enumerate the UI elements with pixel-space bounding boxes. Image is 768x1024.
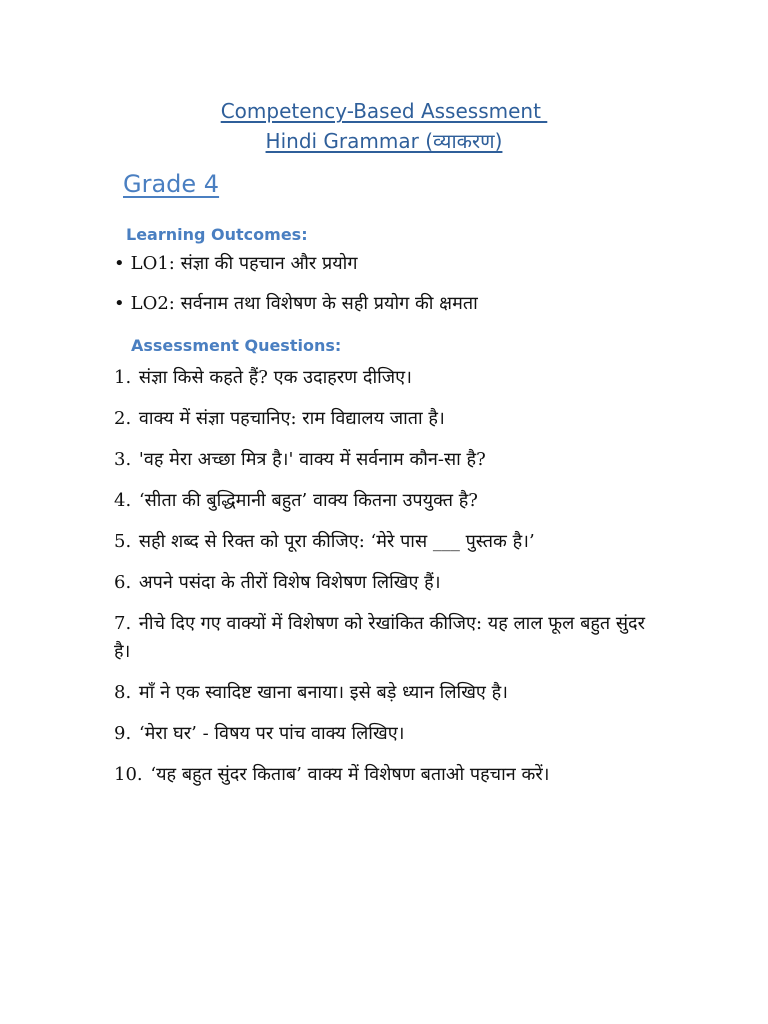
question-number: 4. (114, 490, 132, 511)
question-text: वाक्य में संज्ञा पहचानिए: राम विद्यालय जाता है। (138, 408, 445, 429)
question-number: 5. (114, 531, 132, 552)
learning-outcome-item (114, 252, 357, 276)
question-text: अपने पसंदा के तीरों विशेष विशेषण लिखिए हैं। (138, 572, 441, 593)
question-number: 10. (114, 764, 143, 785)
grade-heading: Grade 4 (123, 170, 220, 198)
question-item (114, 610, 664, 666)
question-item (114, 761, 664, 789)
question-text: ‘यह बहुत सुंदर किताब’ वाक्य में विशेषण बताओ पहचान करें। (150, 764, 550, 785)
question-text: सही शब्द से रिक्त को पूरा कीजिए: ‘मेरे पास ___ पुस्तक है।’ (138, 531, 535, 552)
question-item (114, 720, 664, 748)
learning-outcome-text: सर्वनाम तथा विशेषण के सही प्रयोग की क्षमता (180, 293, 478, 314)
question-item (114, 679, 664, 707)
question-text: माँ ने एक स्वादिष्ट खाना बनाया। इसे बड़े ध्यान लिखिए है। (138, 682, 508, 703)
bullet-icon: • (114, 253, 125, 274)
learning-outcomes-heading: Learning Outcomes: (126, 225, 308, 244)
question-list (114, 364, 664, 802)
title-line-2: Hindi Grammar (व्याकरण) (265, 129, 503, 153)
question-text: ‘सीता की बुद्धिमानी बहुत’ वाक्य कितना उपयुक्त है? (138, 490, 478, 511)
question-number: 2. (114, 408, 132, 429)
question-item (114, 446, 664, 474)
assessment-questions-heading: Assessment Questions: (131, 336, 342, 355)
question-number: 9. (114, 723, 132, 744)
question-number: 6. (114, 572, 132, 593)
question-item (114, 528, 664, 556)
learning-outcome-label: LO1: (130, 253, 175, 274)
title-line-1: Competency-Based Assessment (220, 99, 548, 123)
question-text: ‘मेरा घर’ - विषय पर पांच वाक्य लिखिए। (138, 723, 405, 744)
learning-outcome-label: LO2: (130, 293, 175, 314)
question-number: 7. (114, 613, 132, 634)
question-number: 3. (114, 449, 132, 470)
document-title (0, 96, 768, 156)
learning-outcome-item (114, 292, 478, 316)
question-text: नीचे दिए गए वाक्यों में विशेषण को रेखांकित कीजिए: यह लाल फूल बहुत सुंदर है। (114, 613, 645, 662)
question-item (114, 569, 664, 597)
question-item (114, 405, 664, 433)
bullet-icon: • (114, 293, 125, 314)
question-item (114, 364, 664, 392)
question-text: 'वह मेरा अच्छा मित्र है।' वाक्य में सर्वनाम कौन-सा है? (138, 449, 486, 470)
question-number: 8. (114, 682, 132, 703)
question-item (114, 487, 664, 515)
question-number: 1. (114, 367, 132, 388)
learning-outcome-text: संज्ञा की पहचान और प्रयोग (180, 253, 358, 274)
question-text: संज्ञा किसे कहते हैं? एक उदाहरण दीजिए। (138, 367, 412, 388)
